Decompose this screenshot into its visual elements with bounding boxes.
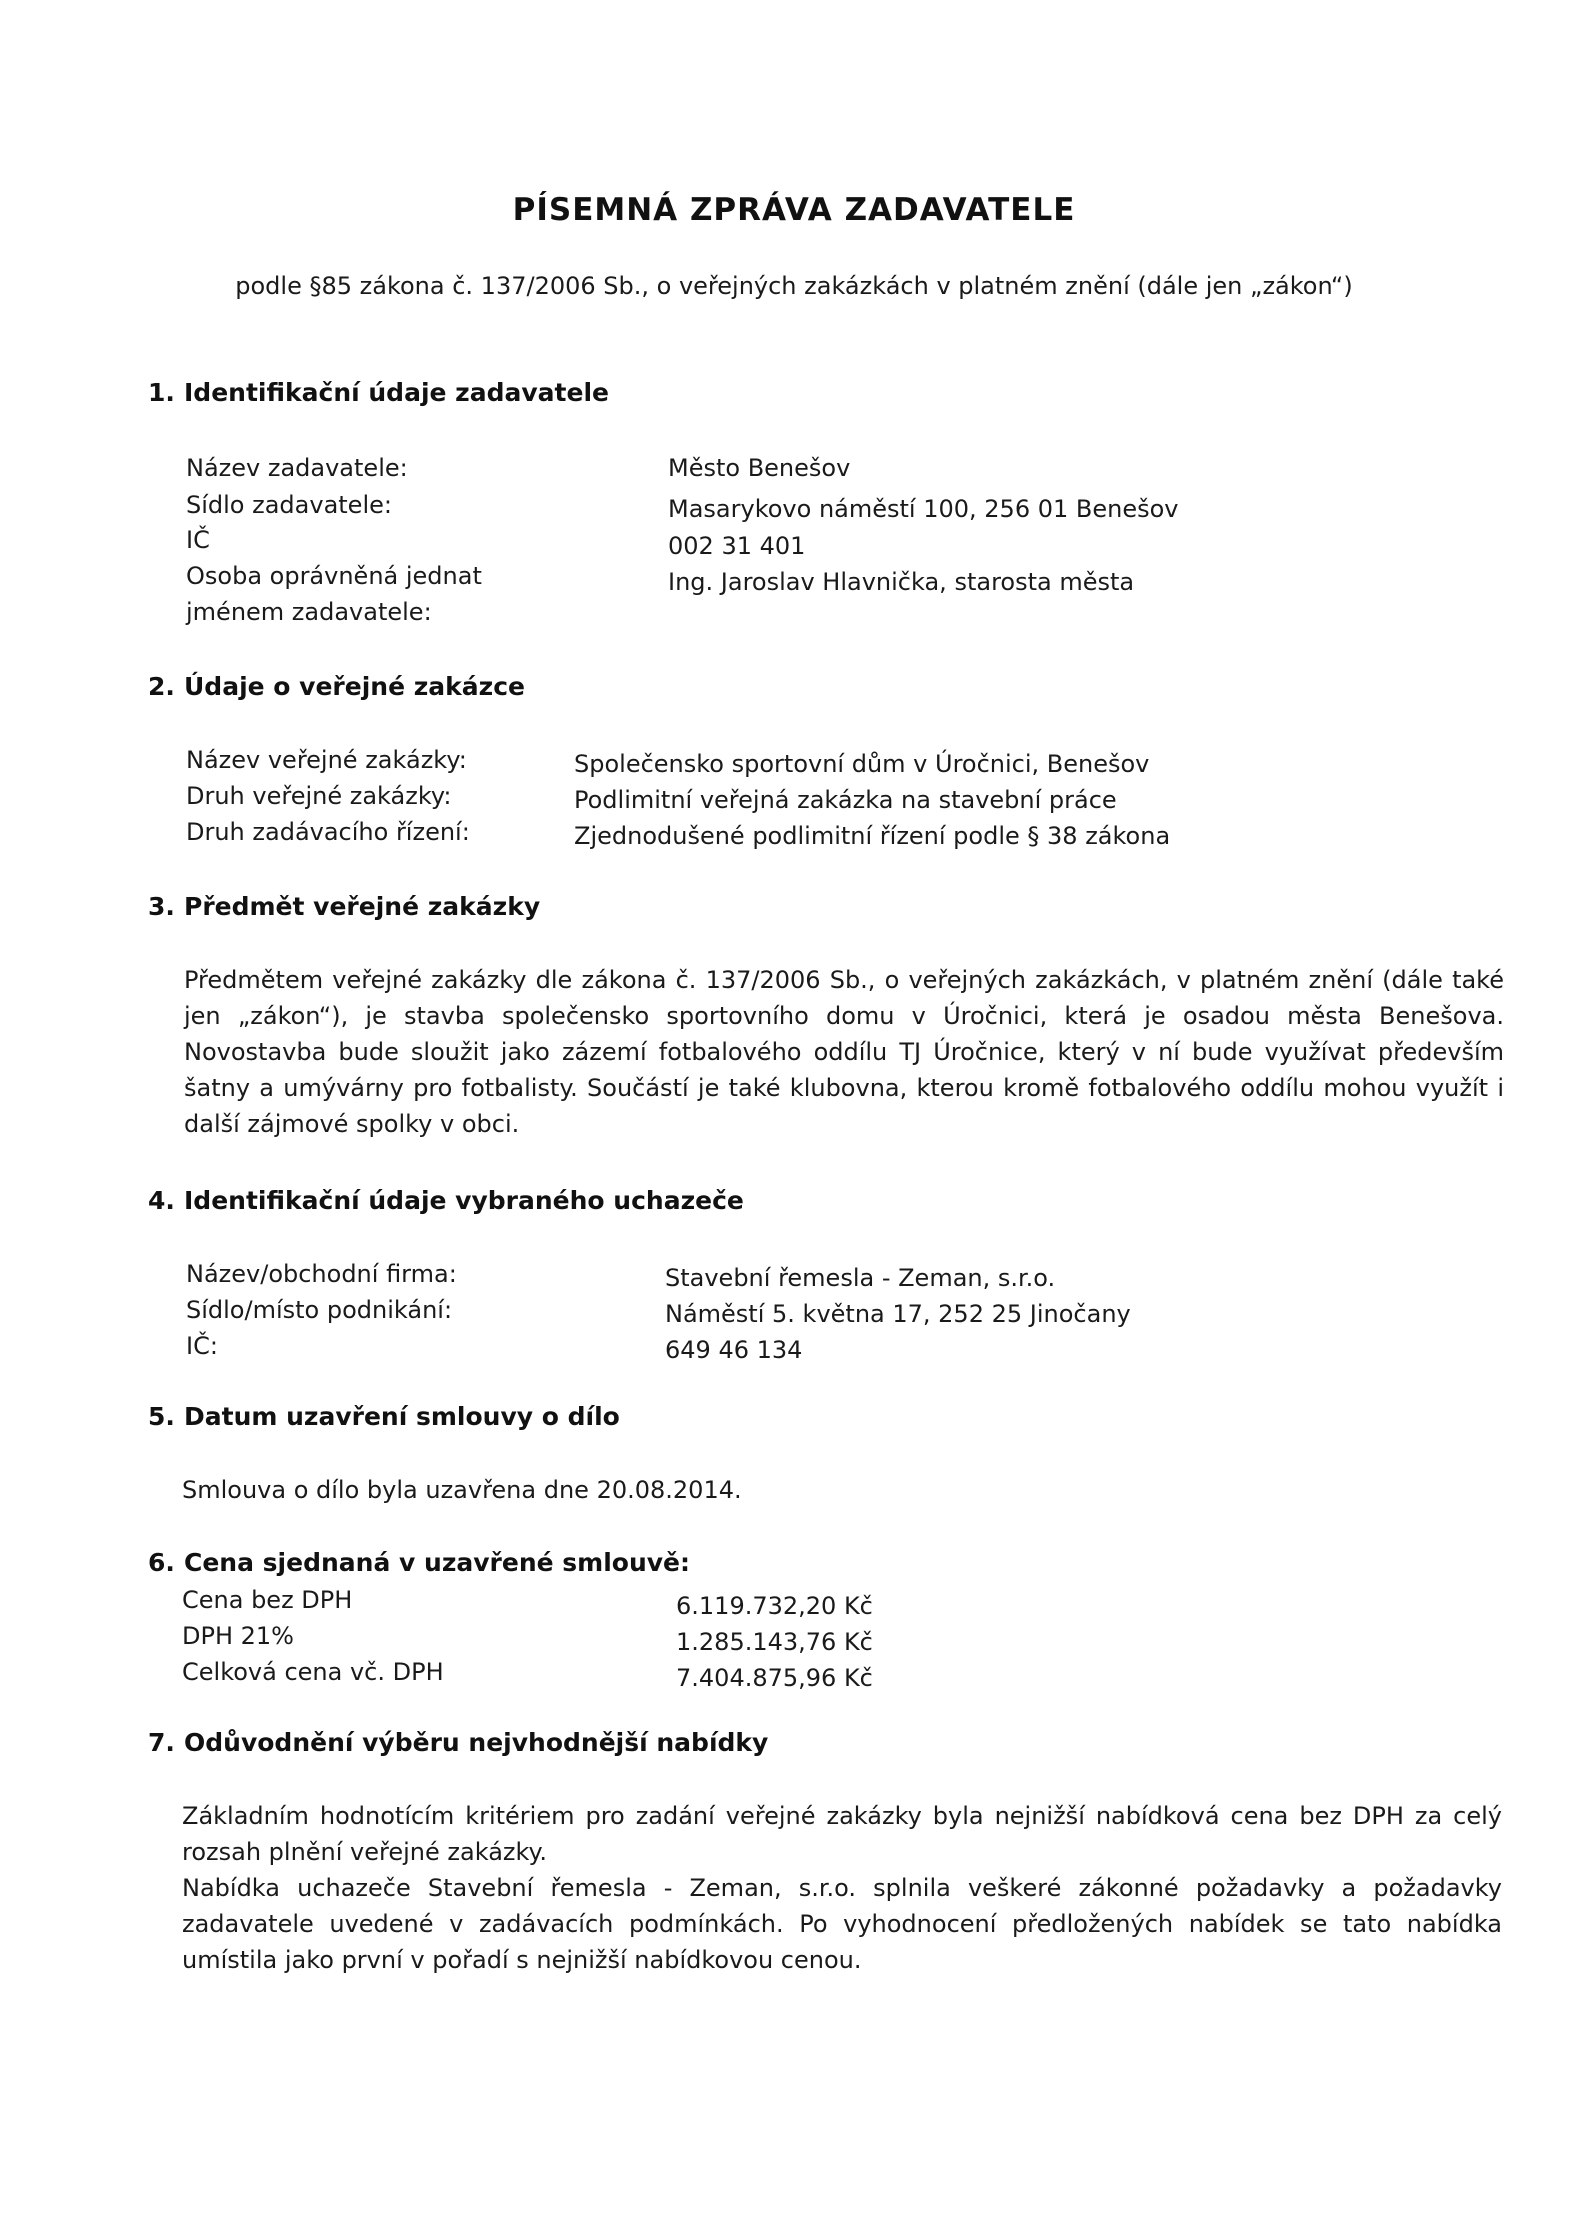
section-number: 6. <box>148 1548 175 1577</box>
price-value: 6.119.732,20 Kč <box>676 1592 873 1620</box>
field-label: IČ: <box>186 1332 218 1360</box>
section-number: 3. <box>148 892 175 921</box>
field-label: IČ <box>186 526 210 554</box>
field-value: Zjednodušené podlimitní řízení podle § 38 zákona <box>574 822 1171 850</box>
section-title: Identifikační údaje vybraného uchazeče <box>184 1186 744 1215</box>
field-label: Druh zadávacího řízení: <box>186 818 470 846</box>
section-title: Odůvodnění výběru nejvhodnější nabídky <box>184 1728 769 1757</box>
field-label: Druh veřejné zakázky: <box>186 782 452 810</box>
field-value: 002 31 401 <box>668 532 806 560</box>
section-number: 4. <box>148 1186 175 1215</box>
section-title: Datum uzavření smlouvy o dílo <box>184 1402 620 1431</box>
section-3-heading <box>148 892 540 921</box>
paragraph: Smlouva o dílo byla uzavřena dne 20.08.2014. <box>182 1476 742 1504</box>
field-value: Podlimitní veřejná zakázka na stavební práce <box>574 786 1117 814</box>
section-number: 5. <box>148 1402 175 1431</box>
field-label: Sídlo/místo podnikání: <box>186 1296 453 1324</box>
field-value: Stavební řemesla - Zeman, s.r.o. <box>665 1264 1056 1292</box>
section-title: Údaje o veřejné zakázce <box>184 672 525 701</box>
field-label: Sídlo zadavatele: <box>186 491 392 519</box>
field-label: Osoba oprávněná jednat <box>186 562 482 590</box>
section-title: Předmět veřejné zakázky <box>184 892 541 921</box>
field-value: Ing. Jaroslav Hlavnička, starosta města <box>668 568 1135 596</box>
document-subtitle: podle §85 zákona č. 137/2006 Sb., o veřejných zakázkách v platném znění (dále jen „zákon“) <box>235 272 1353 300</box>
section-7-heading <box>148 1728 768 1757</box>
paragraph: Základním hodnotícím kritériem pro zadání veřejné zakázky byla nejnižší nabídková cena bez DPH za celý rozsah plnění veřejné zakázky. <box>182 1802 1502 1866</box>
section-2-heading <box>148 672 525 701</box>
field-value: Město Benešov <box>668 454 851 482</box>
section-5-heading <box>148 1402 620 1431</box>
field-label: Název veřejné zakázky: <box>186 746 467 774</box>
field-value: 649 46 134 <box>665 1336 803 1364</box>
field-value: Společensko sportovní dům v Úročnici, Benešov <box>574 750 1150 778</box>
section-4-heading <box>148 1186 744 1215</box>
price-value: 1.285.143,76 Kč <box>676 1628 873 1656</box>
field-value: Náměstí 5. května 17, 252 25 Jinočany <box>665 1300 1131 1328</box>
field-label: Název/obchodní firma: <box>186 1260 457 1288</box>
price-label: Celková cena vč. DPH <box>182 1658 444 1686</box>
section-number: 2. <box>148 672 175 701</box>
field-label: jménem zadavatele: <box>186 598 432 626</box>
price-label: DPH 21% <box>182 1622 294 1650</box>
section-title: Cena sjednaná v uzavřené smlouvě: <box>184 1548 690 1577</box>
section-1-heading <box>148 378 609 407</box>
paragraph: Předmětem veřejné zakázky dle zákona č. 137/2006 Sb., o veřejných zakázkách, v platném znění (dále také jen „zákon“), je stavba společensko sportovního domu v Úročnici, která je osadou města Benešova. Novostavba bude sloužit jako zázemí fotbalového oddílu TJ Úročnice, který v ní bude využívat především šatny a umývárny pro fotbalisty. Součástí je také klubovna, kterou kromě fotbalového oddílu mohou využít i další zájmové spolky v obci. <box>184 966 1504 1138</box>
field-label: Název zadavatele: <box>186 454 408 482</box>
section-title: Identifikační údaje zadavatele <box>184 378 609 407</box>
price-value: 7.404.875,96 Kč <box>676 1664 873 1692</box>
price-label: Cena bez DPH <box>182 1586 353 1614</box>
section-number: 1. <box>148 378 175 407</box>
field-value: Masarykovo náměstí 100, 256 01 Benešov <box>668 495 1179 523</box>
paragraph: Nabídka uchazeče Stavební řemesla - Zeman, s.r.o. splnila veškeré zákonné požadavky a požadavky zadavatele uvedené v zadávacích podmínkách. Po vyhodnocení předložených nabídek se tato nabídka umístila jako první v pořadí s nejnižší nabídkovou cenou. <box>182 1874 1502 1974</box>
document-title: PÍSEMNÁ ZPRÁVA ZADAVATELE <box>512 192 1076 228</box>
section-6-heading <box>148 1548 690 1577</box>
section-number: 7. <box>148 1728 175 1757</box>
